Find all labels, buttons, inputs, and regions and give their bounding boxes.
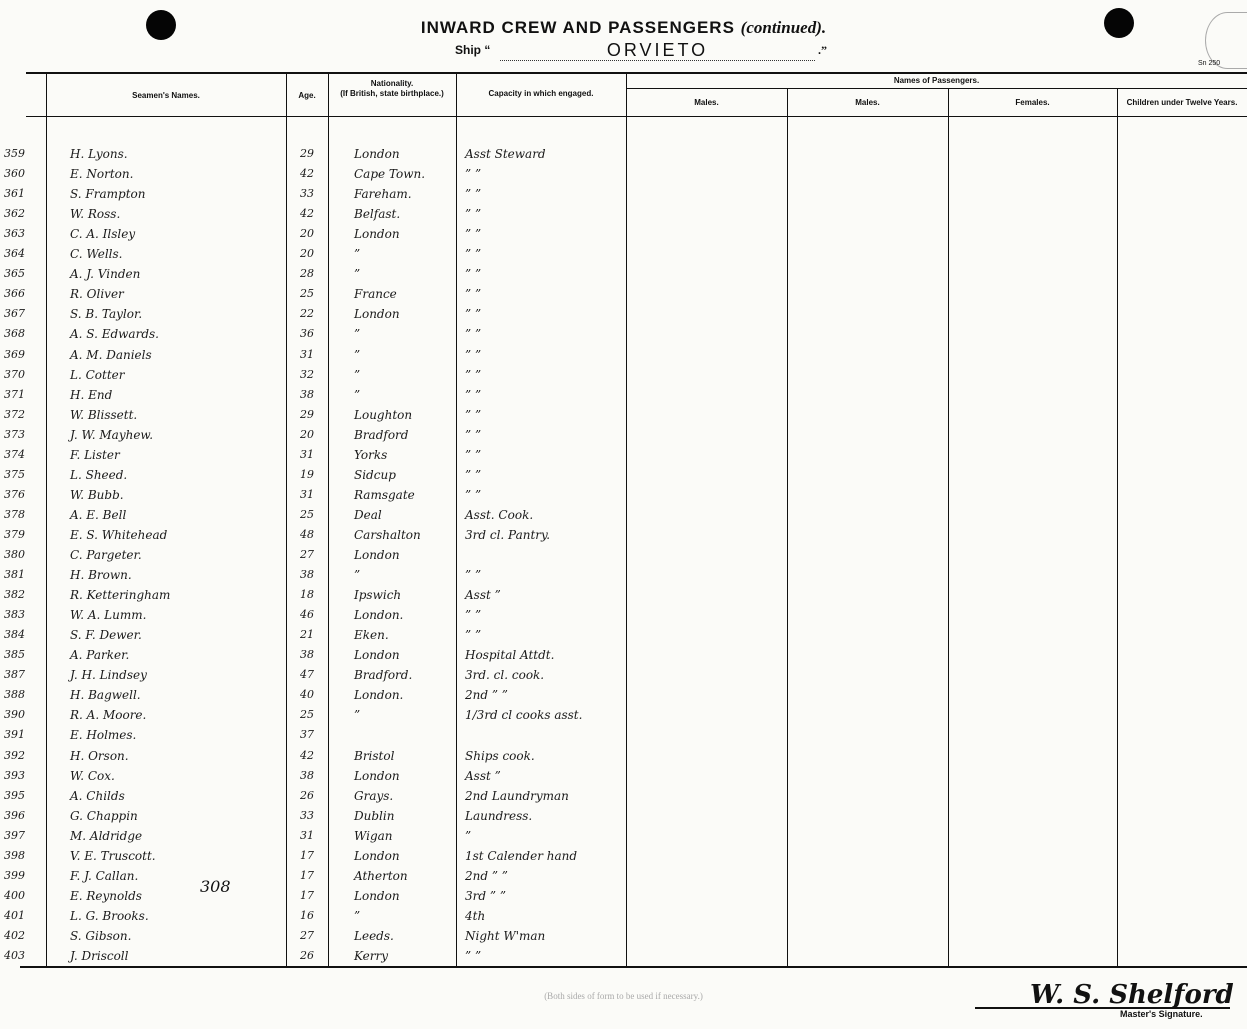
row-number: 369 — [4, 348, 25, 361]
seaman-capacity: 3rd. cl. cook. — [465, 668, 545, 682]
row-number: 379 — [4, 528, 25, 541]
seaman-name: H. Bagwell. — [70, 688, 141, 702]
seaman-capacity: ” ” — [465, 187, 482, 201]
col-rule-5 — [626, 73, 627, 967]
header-nationality — [330, 79, 454, 99]
seaman-age: 20 — [300, 227, 314, 240]
row-number: 390 — [4, 708, 25, 721]
seaman-name: A. E. Bell — [70, 508, 127, 522]
seaman-age: 38 — [300, 568, 314, 581]
seaman-age: 40 — [300, 688, 314, 701]
row-number: 374 — [4, 448, 25, 461]
row-number: 397 — [4, 829, 25, 842]
row-number: 384 — [4, 628, 25, 641]
seaman-capacity: ” ” — [465, 327, 482, 341]
header-bottom-rule — [26, 116, 1247, 117]
seaman-age: 33 — [300, 187, 314, 200]
seaman-name: L. G. Brooks. — [70, 909, 149, 923]
seaman-name: F. Lister — [70, 448, 120, 462]
seaman-age: 25 — [300, 287, 314, 300]
seaman-nationality: Yorks — [354, 448, 388, 462]
seaman-age: 33 — [300, 809, 314, 822]
seaman-name: J. W. Mayhew. — [70, 428, 154, 442]
header-females: Females. — [1015, 98, 1050, 107]
seaman-age: 22 — [300, 307, 314, 320]
seaman-age: 26 — [300, 789, 314, 802]
seaman-name: R. Ketteringham — [70, 588, 171, 602]
seaman-name: A. J. Vinden — [70, 267, 141, 281]
seaman-name: V. E. Truscott. — [70, 849, 156, 863]
row-number: 385 — [4, 648, 25, 661]
seaman-age: 26 — [300, 949, 314, 962]
header-males-2: Males. — [855, 98, 880, 107]
seaman-name: W. Bubb. — [70, 488, 124, 502]
seaman-nationality: ” — [354, 909, 361, 923]
seaman-name: C. Pargeter. — [70, 548, 142, 562]
seaman-nationality: London. — [354, 608, 404, 622]
header-nationality-note: (If British, state birthplace.) — [340, 89, 444, 98]
seaman-nationality: Sidcup — [354, 468, 396, 482]
col-rule-4 — [456, 73, 457, 967]
seaman-age: 46 — [300, 608, 314, 621]
row-number: 367 — [4, 307, 25, 320]
row-number: 403 — [4, 949, 25, 962]
row-number: 382 — [4, 588, 25, 601]
header-capacity: Capacity in which engaged. — [488, 89, 594, 98]
seaman-age: 17 — [300, 869, 314, 882]
seaman-capacity: Hospital Attdt. — [465, 648, 555, 662]
seaman-name: C. Wells. — [70, 247, 123, 261]
seaman-nationality: Ramsgate — [354, 488, 415, 502]
seaman-name: H. Brown. — [70, 568, 132, 582]
seaman-nationality: London — [354, 307, 400, 321]
seaman-nationality: Atherton — [354, 869, 408, 883]
seaman-nationality: ” — [354, 388, 361, 402]
col-rule-6 — [787, 89, 788, 967]
seaman-age: 16 — [300, 909, 314, 922]
row-number: 373 — [4, 428, 25, 441]
row-number: 360 — [4, 167, 25, 180]
seaman-nationality: Bradford — [354, 428, 409, 442]
row-number: 375 — [4, 468, 25, 481]
seaman-nationality: Belfast. — [354, 207, 401, 221]
row-number: 399 — [4, 869, 25, 882]
row-number: 400 — [4, 889, 25, 902]
title-text: INWARD CREW AND PASSENGERS — [420, 18, 735, 37]
seaman-capacity: Asst ” — [465, 588, 501, 602]
col-rule-1 — [46, 73, 47, 967]
seaman-name: E. Holmes. — [70, 728, 137, 742]
seaman-name: R. Oliver — [70, 287, 124, 301]
seaman-nationality: London — [354, 548, 400, 562]
seaman-capacity: 4th — [465, 909, 486, 923]
seaman-capacity: ” ” — [465, 348, 482, 362]
header-males-1: Males. — [694, 98, 719, 107]
row-number: 393 — [4, 769, 25, 782]
header-nationality-label: Nationality. — [370, 79, 414, 88]
seaman-age: 32 — [300, 368, 314, 381]
master-signature: W. S. Shelford — [1030, 980, 1234, 1010]
seaman-age: 38 — [300, 769, 314, 782]
header-seamen-names: Seamen's Names. — [132, 91, 200, 100]
seaman-capacity: ” ” — [465, 207, 482, 221]
seaman-name: S. Gibson. — [70, 929, 132, 943]
seaman-capacity: ” ” — [465, 307, 482, 321]
header-age: Age. — [298, 91, 316, 100]
row-number: 398 — [4, 849, 25, 862]
seaman-capacity: ” ” — [465, 628, 482, 642]
col-rule-7 — [948, 89, 949, 967]
seaman-name: A. Parker. — [70, 648, 130, 662]
seaman-nationality: Cape Town. — [354, 167, 426, 181]
seaman-capacity: 2nd ” ” — [465, 688, 508, 702]
seaman-name: A. S. Edwards. — [70, 327, 159, 341]
seaman-capacity: ” ” — [465, 247, 482, 261]
seaman-nationality: London — [354, 769, 400, 783]
seaman-capacity: 3rd ” ” — [465, 889, 506, 903]
seaman-nationality: London — [354, 227, 400, 241]
seaman-capacity: ” ” — [465, 468, 482, 482]
row-number: 392 — [4, 749, 25, 762]
seaman-age: 47 — [300, 668, 314, 681]
seaman-name: E. Reynolds — [70, 889, 142, 903]
seaman-name: W. Ross. — [70, 207, 121, 221]
seaman-capacity: ” ” — [465, 408, 482, 422]
seaman-nationality: ” — [354, 348, 361, 362]
seaman-nationality: Dublin — [354, 809, 395, 823]
row-number: 370 — [4, 368, 25, 381]
seaman-capacity: ” ” — [465, 267, 482, 281]
seaman-age: 27 — [300, 929, 314, 942]
seaman-nationality: London — [354, 147, 400, 161]
seaman-age: 31 — [300, 488, 314, 501]
seaman-name: E. Norton. — [70, 167, 134, 181]
seaman-capacity: ” ” — [465, 388, 482, 402]
seaman-age: 31 — [300, 448, 314, 461]
row-number: 380 — [4, 548, 25, 561]
seaman-nationality: Leeds. — [354, 929, 394, 943]
ship-label-close: .” — [818, 43, 827, 57]
seaman-nationality: Loughton — [354, 408, 413, 422]
footer-note: (Both sides of form to be used if necessary.) — [544, 991, 703, 1001]
seaman-age: 17 — [300, 849, 314, 862]
ship-label: Ship “ — [455, 43, 491, 57]
seaman-capacity: ” ” — [465, 227, 482, 241]
seaman-age: 48 — [300, 528, 314, 541]
title-suffix: (continued). — [740, 18, 827, 37]
seaman-nationality: London — [354, 849, 400, 863]
passengers-subheader-rule — [626, 88, 1247, 89]
seaman-age: 36 — [300, 327, 314, 340]
seaman-nationality: Kerry — [354, 949, 388, 963]
seaman-nationality: Eken. — [354, 628, 389, 642]
col-rule-3 — [328, 73, 329, 967]
seaman-age: 25 — [300, 508, 314, 521]
row-number: 395 — [4, 789, 25, 802]
seaman-name: S. F. Dewer. — [70, 628, 142, 642]
seaman-capacity: Asst Steward — [465, 147, 546, 161]
seaman-age: 21 — [300, 628, 314, 641]
seaman-nationality: Ipswich — [354, 588, 402, 602]
seaman-nationality: London. — [354, 688, 404, 702]
row-number: 381 — [4, 568, 25, 581]
seaman-nationality: Carshalton — [354, 528, 421, 542]
seaman-capacity: 1st Calender hand — [465, 849, 578, 863]
page-title — [0, 18, 1247, 38]
seaman-nationality: ” — [354, 708, 361, 722]
seaman-capacity: ” ” — [465, 167, 482, 181]
row-number: 368 — [4, 327, 25, 340]
seaman-nationality: France — [354, 287, 397, 301]
seaman-capacity: 1/3rd cl cooks asst. — [465, 708, 583, 722]
seaman-age: 38 — [300, 648, 314, 661]
seaman-name: M. Aldridge — [70, 829, 143, 843]
row-number: 371 — [4, 388, 25, 401]
seaman-age: 42 — [300, 207, 314, 220]
row-number: 372 — [4, 408, 25, 421]
seaman-capacity: ” ” — [465, 368, 482, 382]
header-passengers-group: Names of Passengers. — [893, 76, 980, 85]
seaman-capacity: ” — [465, 829, 472, 843]
seaman-name: G. Chappin — [70, 809, 138, 823]
seaman-nationality: ” — [354, 568, 361, 582]
seaman-name: F. J. Callan. — [70, 869, 139, 883]
seaman-age: 17 — [300, 889, 314, 902]
seaman-age: 29 — [300, 147, 314, 160]
seaman-name: L. Sheed. — [70, 468, 128, 482]
seaman-nationality: ” — [354, 368, 361, 382]
seaman-name: W. A. Lumm. — [70, 608, 147, 622]
signature-label: Master's Signature. — [1120, 1009, 1203, 1019]
seaman-nationality: London — [354, 648, 400, 662]
seaman-name: W. Cox. — [70, 769, 115, 783]
row-number: 376 — [4, 488, 25, 501]
form-number: Sn 250 — [1198, 60, 1221, 67]
row-number: 361 — [4, 187, 25, 200]
seaman-capacity: Asst ” — [465, 769, 501, 783]
seaman-name: C. A. Ilsley — [70, 227, 136, 241]
seaman-nationality: Bristol — [354, 749, 395, 763]
seaman-capacity: ” ” — [465, 488, 482, 502]
seaman-age: 20 — [300, 428, 314, 441]
seaman-name: L. Cotter — [70, 368, 125, 382]
seaman-name: E. S. Whitehead — [70, 528, 168, 542]
seaman-age: 37 — [300, 728, 314, 741]
row-number: 387 — [4, 668, 25, 681]
table-bottom-rule — [20, 966, 1247, 968]
row-number: 388 — [4, 688, 25, 701]
seaman-capacity: ” ” — [465, 428, 482, 442]
seaman-capacity: 2nd ” ” — [465, 869, 508, 883]
seaman-nationality: London — [354, 889, 400, 903]
row-number: 402 — [4, 929, 25, 942]
seaman-name: S. B. Taylor. — [70, 307, 143, 321]
row-number: 366 — [4, 287, 25, 300]
seaman-nationality: ” — [354, 267, 361, 281]
row-number: 364 — [4, 247, 25, 260]
seaman-capacity: Asst. Cook. — [465, 508, 534, 522]
col-rule-8 — [1117, 89, 1118, 967]
seaman-age: 27 — [300, 548, 314, 561]
seaman-nationality: Fareham. — [354, 187, 412, 201]
seaman-age: 31 — [300, 348, 314, 361]
seaman-nationality: Bradford. — [354, 668, 413, 682]
row-number: 396 — [4, 809, 25, 822]
col-rule-2 — [286, 73, 287, 967]
seaman-name: A. M. Daniels — [70, 348, 152, 362]
seaman-age: 28 — [300, 267, 314, 280]
seaman-name: S. Frampton — [70, 187, 146, 201]
seaman-name: W. Blissett. — [70, 408, 138, 422]
table-top-rule — [26, 72, 1247, 74]
seaman-capacity: 2nd Laundryman — [465, 789, 569, 803]
seaman-age: 25 — [300, 708, 314, 721]
seaman-name: J. Driscoll — [70, 949, 129, 963]
seaman-nationality: Wigan — [354, 829, 393, 843]
seaman-nationality: ” — [354, 327, 361, 341]
seaman-name: H. Orson. — [70, 749, 129, 763]
row-number: 383 — [4, 608, 25, 621]
header-children: Children under Twelve Years. — [1126, 98, 1238, 107]
seaman-age: 42 — [300, 167, 314, 180]
seaman-capacity: Night W'man — [465, 929, 546, 943]
row-number: 363 — [4, 227, 25, 240]
seaman-capacity: 3rd cl. Pantry. — [465, 528, 551, 542]
seaman-capacity: ” ” — [465, 949, 482, 963]
row-number: 362 — [4, 207, 25, 220]
seaman-nationality: Grays. — [354, 789, 394, 803]
seaman-capacity: ” ” — [465, 448, 482, 462]
seaman-age: 19 — [300, 468, 314, 481]
row-number: 401 — [4, 909, 25, 922]
row-number: 378 — [4, 508, 25, 521]
seaman-capacity: ” ” — [465, 287, 482, 301]
seaman-age: 31 — [300, 829, 314, 842]
seaman-age: 42 — [300, 749, 314, 762]
row-number: 391 — [4, 728, 25, 741]
seaman-nationality: ” — [354, 247, 361, 261]
seaman-name: H. Lyons. — [70, 147, 128, 161]
seaman-age: 38 — [300, 388, 314, 401]
seaman-age: 29 — [300, 408, 314, 421]
seaman-name: H. End — [70, 388, 113, 402]
seaman-capacity: Ships cook. — [465, 749, 535, 763]
seaman-capacity: ” ” — [465, 608, 482, 622]
seaman-capacity: Laundress. — [465, 809, 533, 823]
seaman-age: 18 — [300, 588, 314, 601]
row-number: 365 — [4, 267, 25, 280]
seaman-name: A. Childs — [70, 789, 125, 803]
seaman-age: 20 — [300, 247, 314, 260]
seaman-name: R. A. Moore. — [70, 708, 147, 722]
seaman-nationality: Deal — [354, 508, 382, 522]
seaman-capacity: ” ” — [465, 568, 482, 582]
ship-name: ORVIETO — [500, 40, 815, 61]
margin-annotation: 308 — [200, 877, 231, 896]
seaman-name: J. H. Lindsey — [70, 668, 147, 682]
row-number: 359 — [4, 147, 25, 160]
